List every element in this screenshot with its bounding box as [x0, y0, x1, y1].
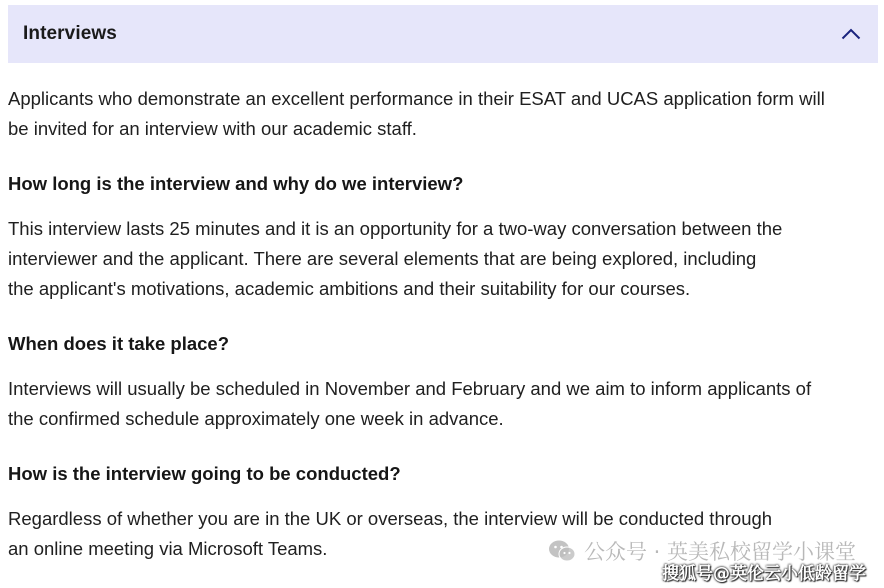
paragraph-line: Regardless of whether you are in the UK or overseas, the interview will be conducted through — [8, 508, 773, 529]
paragraph-line: the confirmed schedule approximately one week in advance. — [8, 408, 504, 429]
section-heading-timing: When does it take place? — [8, 333, 230, 354]
section-paragraph-timing — [8, 374, 874, 434]
paragraph-line: This interview lasts 25 minutes and it is an opportunity for a two-way conversation between the — [8, 218, 783, 239]
section-heading-duration: How long is the interview and why do we interview? — [8, 173, 464, 194]
wechat-icon — [548, 539, 576, 563]
section-paragraph-duration — [8, 214, 874, 304]
chevron-up-icon[interactable] — [840, 23, 862, 45]
watermark-source: 搜狐号@英伦云小低龄留学 — [662, 564, 866, 584]
watermark-text: 公众号 · 英美私校留学小课堂 — [583, 540, 856, 564]
paragraph-line: interviewer and the applicant. There are several elements that are being explored, including — [8, 248, 757, 269]
paragraph-line: the applicant's motivations, academic ambitions and their suitability for our courses. — [8, 278, 691, 299]
intro-line: Applicants who demonstrate an excellent performance in their ESAT and UCAS application form will — [8, 88, 825, 109]
accordion-header-interviews[interactable] — [8, 5, 878, 63]
paragraph-line: Interviews will usually be scheduled in November and February and we aim to inform applicants of — [8, 378, 812, 399]
section-heading-format: How is the interview going to be conducted? — [8, 463, 401, 484]
intro-line: be invited for an interview with our academic staff. — [8, 118, 417, 139]
paragraph-line: an online meeting via Microsoft Teams. — [8, 538, 328, 559]
intro-paragraph — [8, 84, 874, 144]
accordion-title: Interviews — [23, 23, 117, 44]
accordion-content — [8, 84, 874, 564]
